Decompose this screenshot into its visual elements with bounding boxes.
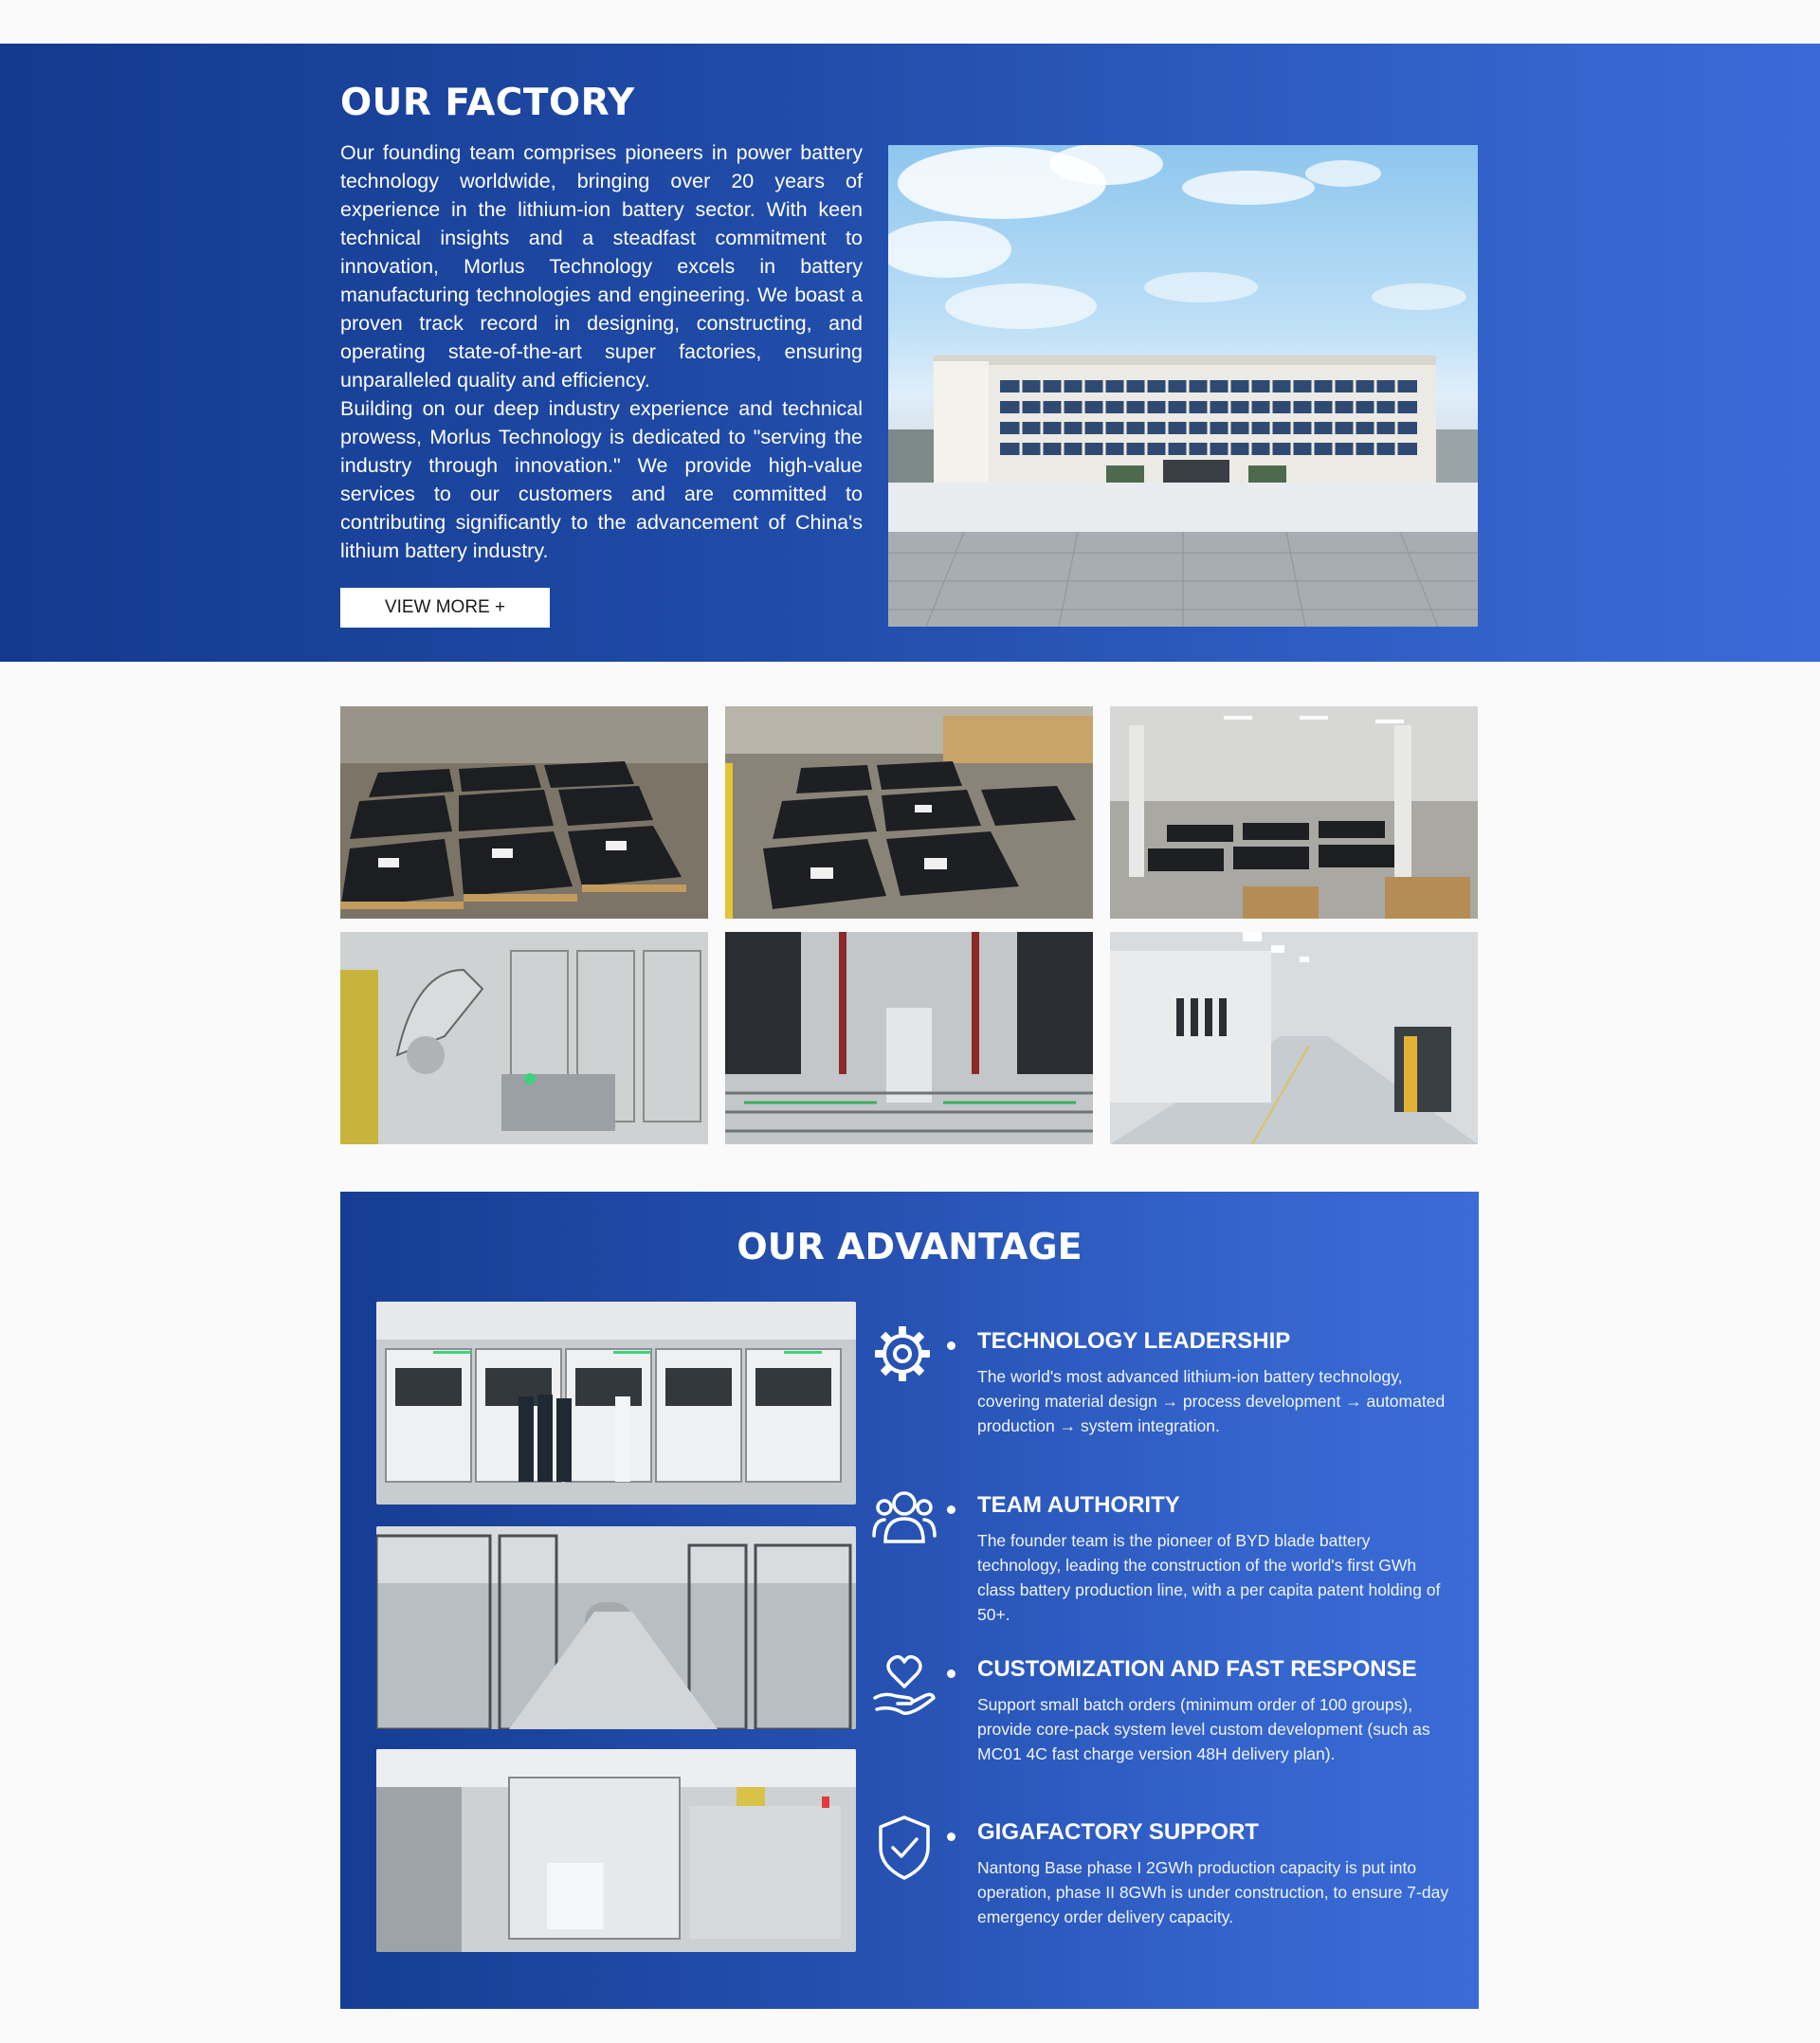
advantage-section <box>340 1192 1479 2009</box>
battery-packs-photo[interactable] <box>340 706 708 919</box>
advantage-heading: TECHNOLOGY LEADERSHIP <box>977 1328 1291 1354</box>
factory-building-image <box>888 145 1478 627</box>
advantage-item-customization <box>871 1651 1459 1783</box>
advantage-description: The founder team is the pioneer of BYD blade battery technology, leading the construction of the world's first GWh class battery production line, with a per capita patent holding of 50+. <box>977 1531 1441 1624</box>
clean-room-corridor-photo[interactable] <box>1110 932 1478 1144</box>
advantage-item-team <box>871 1487 1459 1629</box>
bullet-dot <box>947 1833 956 1841</box>
factory-floor-photo[interactable] <box>1110 706 1478 919</box>
factory-building-photo <box>888 145 1478 627</box>
bullet-dot <box>947 1505 956 1514</box>
bullet-dot <box>947 1669 956 1678</box>
bullet-dot <box>947 1341 956 1350</box>
factory-paragraph-2: Building on our deep industry experience and technical prowess, Morlus Technology is dedicated to "serving the industry through innovation." We provide high-value services to our customers and are committed to contributing significantly to the advancement of China's lithium battery industry. <box>340 397 863 562</box>
factory-description <box>340 138 863 565</box>
factory-title: OUR FACTORY <box>340 82 635 124</box>
team-icon <box>871 1487 937 1553</box>
advantage-item-gigafactory <box>871 1814 1459 1946</box>
heart-hand-icon <box>871 1651 937 1717</box>
robotic-arm-line-photo[interactable] <box>340 932 708 1144</box>
gear-icon <box>871 1322 937 1389</box>
clean-room-equipment-photo <box>376 1526 856 1729</box>
factory-gallery <box>340 706 1478 1144</box>
advantage-description: Nantong Base phase I 2GWh production capacity is put into operation, phase II 8GWh is under construction, to ensure 7-day emergency order delivery capacity. <box>977 1858 1449 1926</box>
advantage-description: The world's most advanced lithium-ion battery technology, covering material design → process development → automated production → system integration. <box>977 1367 1446 1435</box>
factory-section <box>0 44 1820 662</box>
shield-check-icon <box>871 1814 937 1880</box>
factory-paragraph-1: Our founding team comprises pioneers in power battery technology worldwide, bringing over 20 years of experience in the lithium-ion battery sector. With keen technical insights and a steadfast commitment to innovation, Morlus Technology excels in battery manufacturing technologies and engineering. We boast a proven track record in designing, constructing, and operating state-of-the-art super factories, ensuring unparalleled quality and efficiency. <box>340 141 863 392</box>
advantage-description: Support small batch orders (minimum order of 100 groups), provide core-pack system level custom development (such as MC01 4C fast charge version 48H delivery plan). <box>977 1695 1430 1763</box>
automated-storage-photo[interactable] <box>725 932 1093 1144</box>
production-line-photo <box>376 1302 856 1505</box>
advantage-title: OUR ADVANTAGE <box>737 1226 1083 1268</box>
advantage-heading: GIGAFACTORY SUPPORT <box>977 1819 1259 1845</box>
battery-packs-warehouse-photo[interactable] <box>725 706 1093 919</box>
coating-machine-photo <box>376 1749 856 1952</box>
advantage-heading: TEAM AUTHORITY <box>977 1492 1180 1518</box>
advantage-item-technology <box>871 1322 1459 1455</box>
view-more-button[interactable]: VIEW MORE + <box>340 588 550 628</box>
advantage-heading: CUSTOMIZATION AND FAST RESPONSE <box>977 1656 1417 1682</box>
